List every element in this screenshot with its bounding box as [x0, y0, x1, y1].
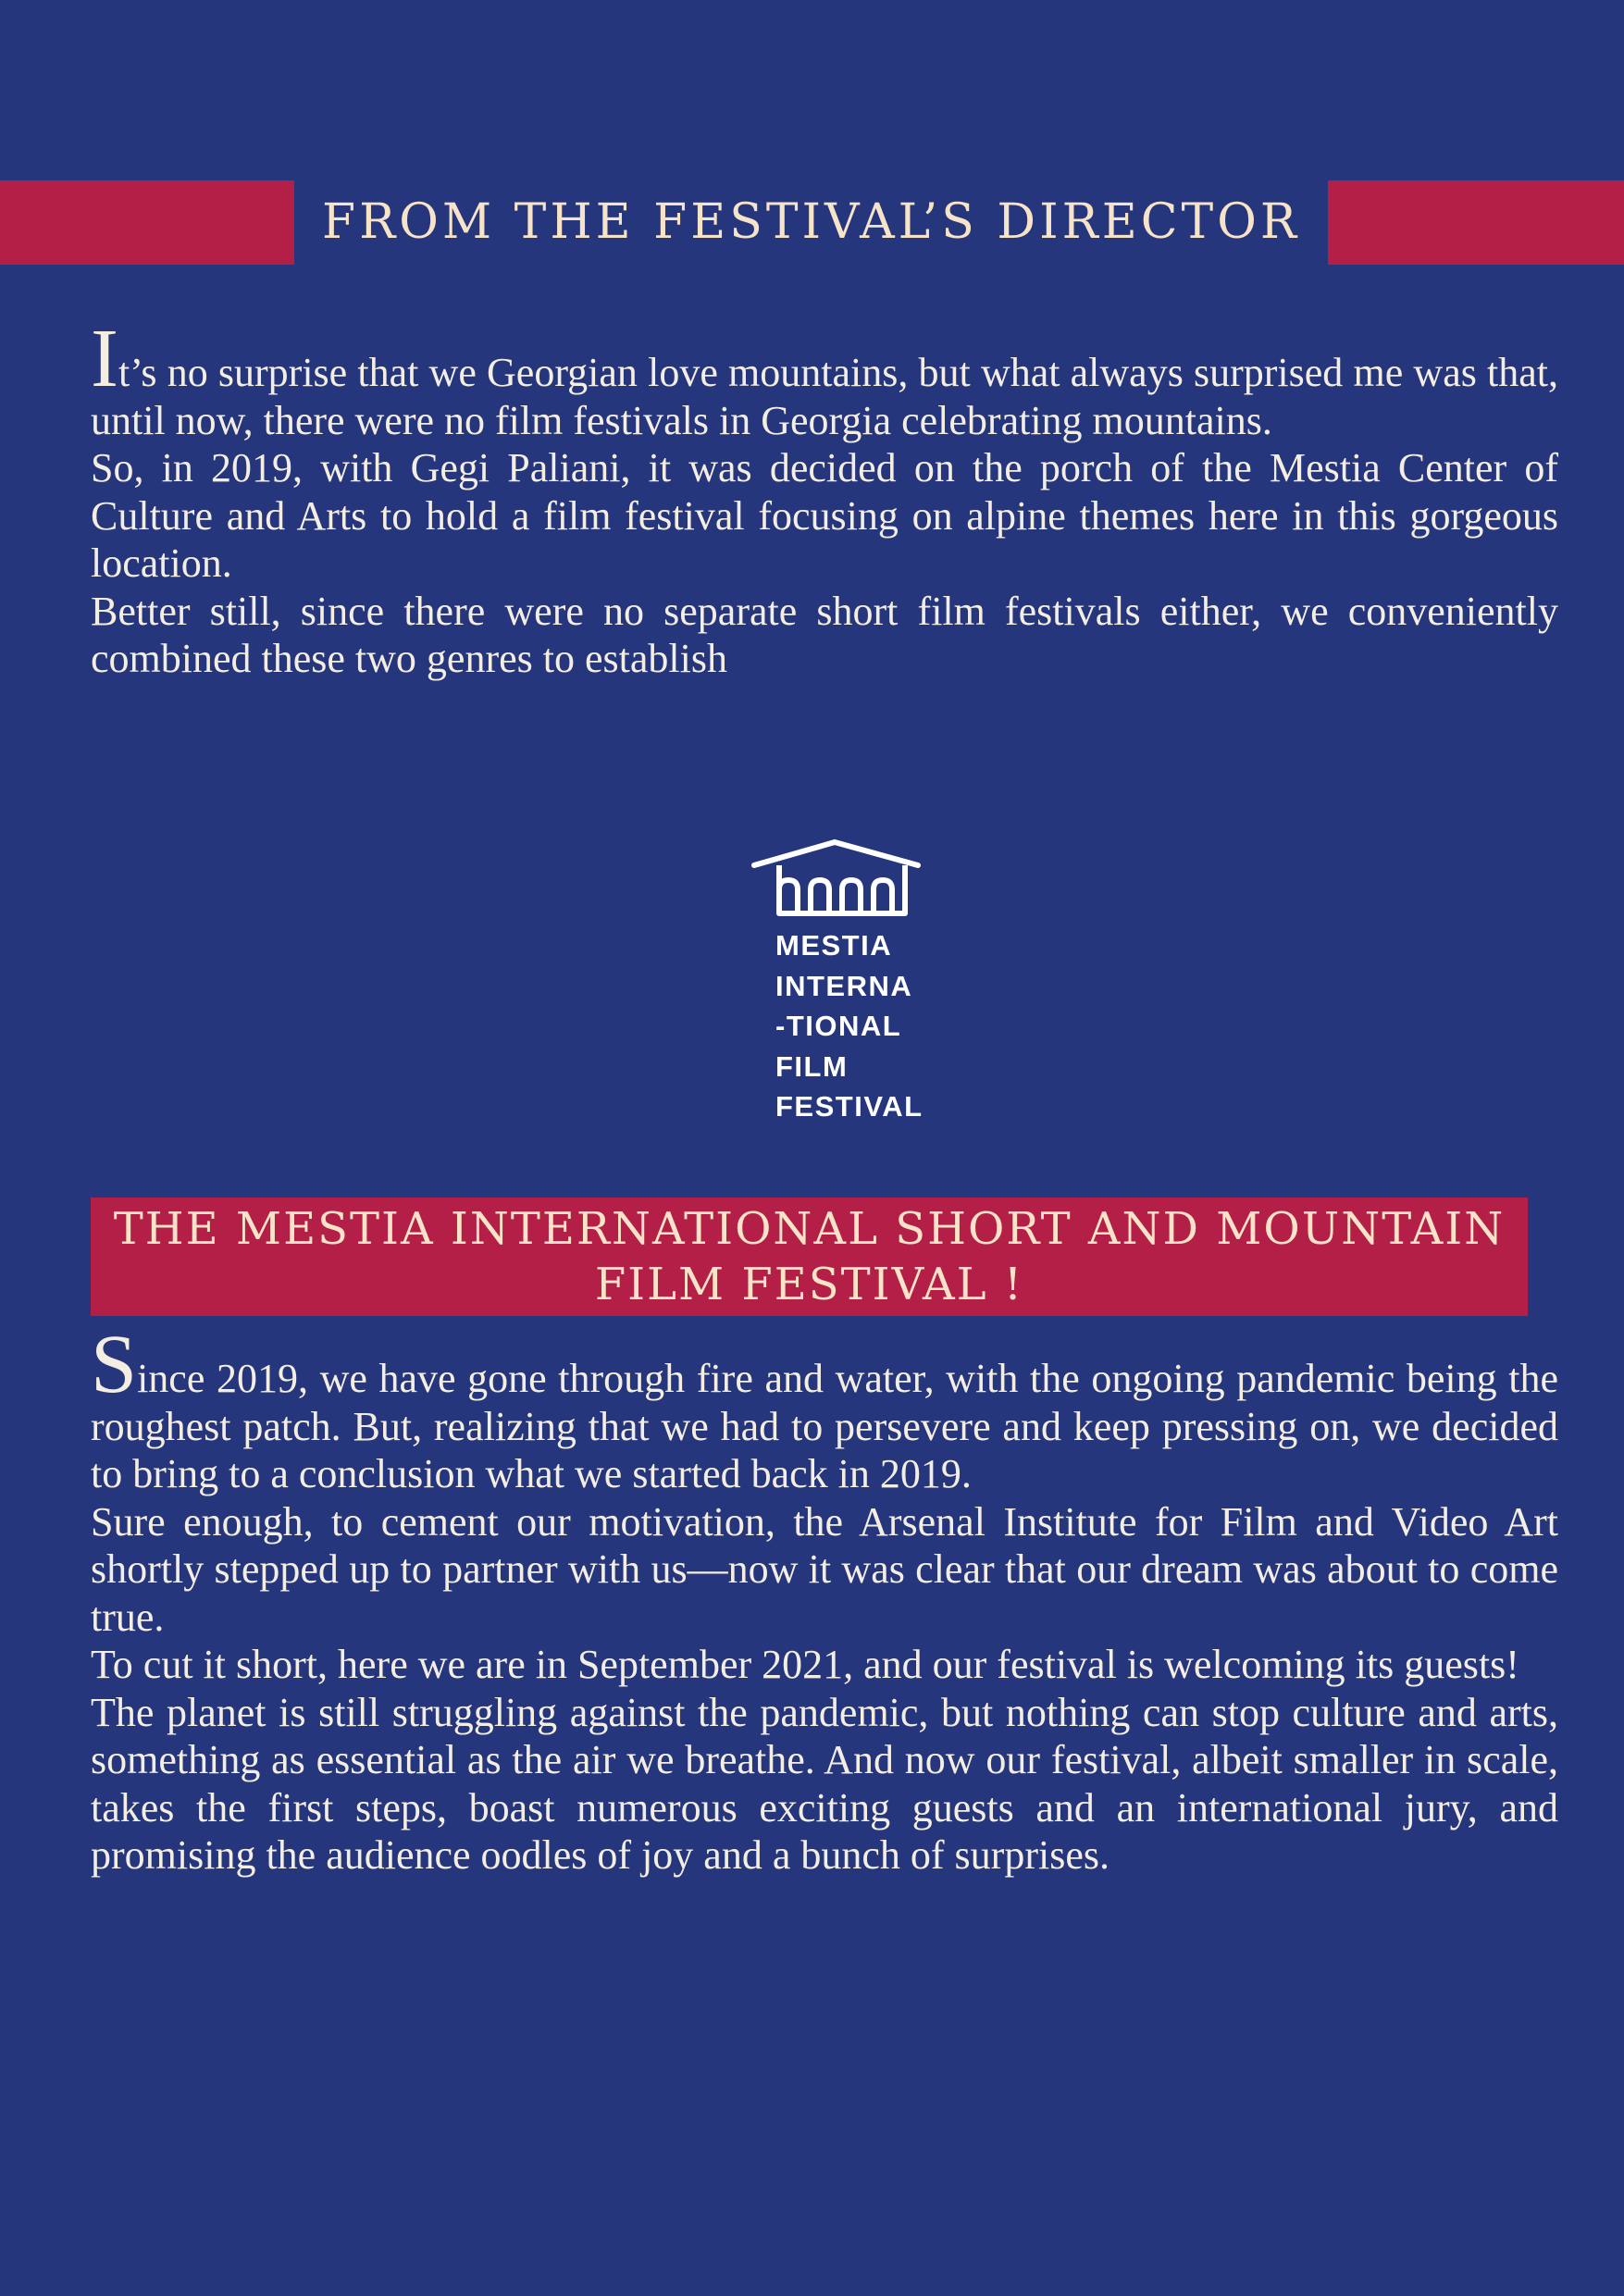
- story-paragraph-1: [91, 1319, 1558, 1498]
- story-paragraph-3: To cut it short, here we are in September 2021, and our festival is welcoming its guests!: [91, 1642, 1519, 1687]
- story-paragraph-4: The planet is still struggling against the pandemic, but nothing can stop culture and arts, something as essential as the air we breathe. And now our festival, albeit smaller in scale, takes the first steps, boast numerous exciting guests and an international jury, and promising the audience oodles of joy and a bunch of surprises.: [91, 1689, 1558, 1878]
- logo-line-5: FESTIVAL: [775, 1090, 924, 1123]
- story-text: [91, 1319, 1558, 1880]
- intro-dropcap: I: [91, 313, 118, 404]
- intro-paragraph-1: [91, 313, 1558, 444]
- header-band-right: [1328, 180, 1624, 265]
- logo-line-3: -TIONAL: [775, 1010, 902, 1042]
- intro-paragraph-3: Better still, since there were no separate short film festivals either, we conveniently combined these two genres to establish: [91, 588, 1558, 681]
- intro-text: [91, 313, 1558, 683]
- logo-line-4: FILM: [775, 1049, 849, 1083]
- intro-paragraph-2: So, in 2019, with Gegi Paliani, it was decided on the porch of the Mestia Center of Culture and Arts to hold a film festival focusing on alpine themes here in this gorgeous location.: [91, 445, 1558, 586]
- intro-paragraph-1-text: t’s no surprise that we Georgian love mountains, but what always surprised me was that, until now, there were no film festivals in Georgia celebrating mountains.: [91, 350, 1558, 443]
- story-paragraph-1-text: ince 2019, we have gone through fire and water, with the ongoing pandemic being the roughest patch. But, realizing that we had to persevere and keep pressing on, we decided to bring to a conclusion what we started back in 2019.: [91, 1356, 1558, 1496]
- story-dropcap: S: [91, 1319, 138, 1410]
- festival-name-banner: [91, 1198, 1528, 1316]
- logo-wordmark: [775, 925, 924, 1127]
- logo-line-1: MESTIA: [775, 929, 893, 962]
- festival-logo: [750, 838, 935, 1124]
- page-title: FROM THE FESTIVAL’S DIRECTOR: [322, 194, 1300, 250]
- banner-line-2: FILM FESTIVAL !: [594, 1259, 1024, 1310]
- banner-line-1: THE MESTIA INTERNATIONAL SHORT AND MOUNTAIN: [113, 1203, 1506, 1255]
- logo-line-2: INTERNA: [775, 969, 913, 1002]
- header-band-left: [0, 180, 294, 265]
- story-paragraph-2: Sure enough, to cement our motivation, the Arsenal Institute for Film and Video Art shortly stepped up to partner with us—now it was clear that our dream was about to come true.: [91, 1498, 1558, 1640]
- building-arches-icon: [750, 838, 935, 921]
